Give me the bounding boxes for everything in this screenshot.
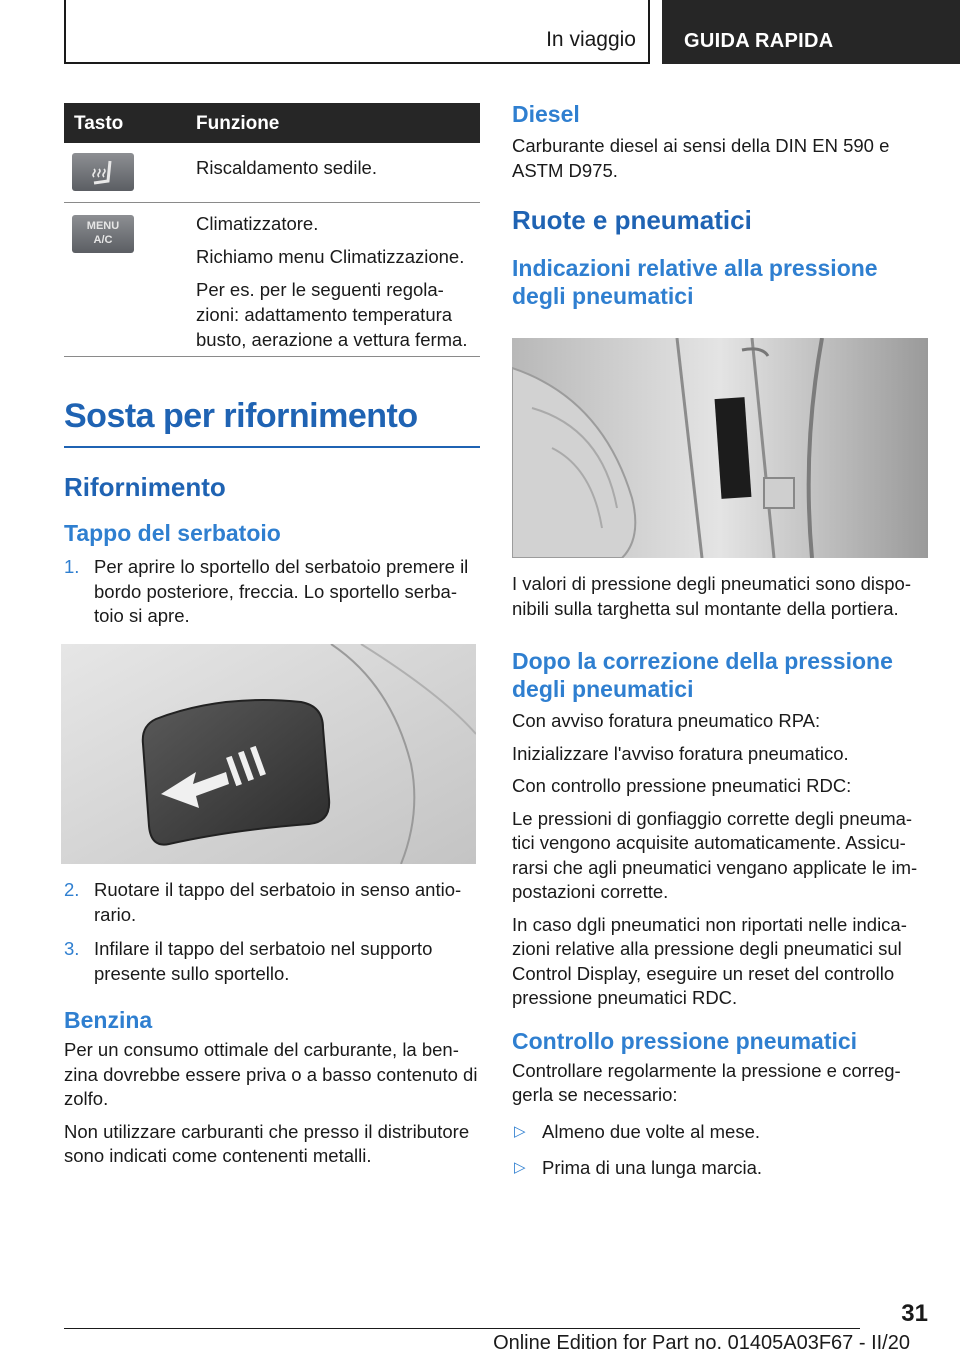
subsection-heading: Controllo pressione pneumatici — [512, 1027, 858, 1054]
footer-edition: Online Edition for Part no. 01405A03F67 - II/20 — [493, 1332, 910, 1354]
list-item — [64, 878, 480, 927]
triangle-bullet-icon: ▷ — [514, 1159, 526, 1176]
paragraph: Le pressioni di gonfiaggio corrette degli pneuma-tici vengono acquisite automaticamente. Assicu-rarsi che agli pneumatici vengano applicate le im-postazioni corrette. — [512, 807, 918, 902]
step-number: 1. — [64, 556, 80, 577]
subsection-heading: Tappo del serbatoio — [64, 520, 281, 546]
subsection-heading: Dopo la correzione della pressione degli pneumatici — [512, 648, 893, 702]
right-column-lower — [512, 572, 928, 1181]
header-divider — [648, 0, 650, 64]
step-number: 2. — [64, 879, 80, 900]
table-row — [64, 143, 480, 203]
key-label-menu: MENU — [86, 220, 120, 232]
paragraph: Non utilizzare carburanti che presso il distributore sono indicati come contenenti metalli. — [64, 1120, 470, 1166]
header-tab-guida-rapida[interactable]: GUIDA RAPIDA — [662, 0, 960, 64]
paragraph: Inizializzare l'avviso foratura pneumatico. — [512, 742, 849, 764]
left-column — [64, 103, 480, 629]
footer-rule — [64, 1328, 860, 1329]
paragraph: Controllare regolarmente la pressione e correg-gerla se necessario: — [512, 1059, 901, 1105]
paragraph: Carburante diesel ai sensi della DIN EN 590 e ASTM D975. — [512, 135, 890, 181]
header-section-label: In viaggio — [546, 28, 636, 51]
table-header-function: Funzione — [196, 113, 280, 134]
page-number: 31 — [901, 1300, 928, 1327]
bullet-text: Almeno due volte al mese. — [542, 1120, 761, 1142]
step-text: Ruotare il tappo del serbatoio in senso antio-rario. — [94, 879, 462, 925]
fuel-flap-image — [61, 644, 476, 864]
paragraph: Con avviso foratura pneumatico RPA: — [512, 710, 821, 731]
key-label-ac: A/C — [93, 234, 113, 246]
list-item — [64, 555, 480, 629]
subsection-heading: Indicazioni relative alla pressione degli pneumatici — [512, 255, 878, 309]
section-heading: Rifornimento — [64, 472, 226, 502]
table-row — [64, 203, 480, 357]
list-item — [512, 1156, 928, 1181]
table-header-key: Tasto — [74, 113, 124, 134]
page-title: Sosta per rifornimento — [64, 397, 418, 435]
step-number: 3. — [64, 938, 80, 959]
table-cell-function — [196, 211, 480, 360]
list-item — [64, 937, 480, 986]
function-text: Richiamo menu Climatizzazione. — [196, 246, 465, 267]
paragraph: Per un consumo ottimale del carburante, la ben-zina dovrebbe essere priva o a basso contenuto di zolfo. — [64, 1039, 478, 1109]
list-item — [512, 1120, 928, 1145]
function-text: Climatizzatore. — [196, 213, 319, 234]
paragraph: Con controllo pressione pneumatici RDC: — [512, 775, 852, 796]
bullet-text: Prima di una lunga marcia. — [542, 1157, 763, 1178]
header-left-rule — [64, 0, 66, 64]
paragraph: In caso dgli pneumatici non riportati nelle indica-zioni relative alla pressione degli pneumatici sul Control Display, eseguire un reset del controllo pressione pneumatici RDC. — [512, 913, 907, 1008]
table-header — [64, 103, 480, 143]
triangle-bullet-icon: ▷ — [514, 1122, 526, 1140]
step-text: Per aprire lo sportello del serbatoio premere il bordo posteriore, freccia. Lo sportello serba-toio si apre. — [94, 556, 469, 626]
header-rule — [64, 62, 650, 64]
image-caption: I valori di pressione degli pneumatici sono dispo-nibili sulla targhetta sul montante della portiera. — [512, 573, 911, 619]
subsection-heading: Benzina — [64, 1007, 153, 1033]
subsection-heading: Diesel — [512, 101, 580, 127]
function-text: Per es. per le seguenti regola-zioni: adattamento temperatura busto, aerazione a vettura ferma. — [196, 279, 468, 350]
step-text: Infilare il tappo del serbatoio nel supporto presente sullo sportello. — [94, 938, 433, 984]
section-heading: Ruote e pneumatici — [512, 205, 752, 235]
left-column-lower — [64, 878, 480, 1169]
door-pillar-image — [512, 338, 928, 558]
seat-heating-icon — [72, 153, 134, 191]
right-column — [512, 100, 928, 310]
menu-ac-button-icon — [72, 215, 134, 253]
table-cell-function: Riscaldamento sedile. — [196, 157, 377, 178]
